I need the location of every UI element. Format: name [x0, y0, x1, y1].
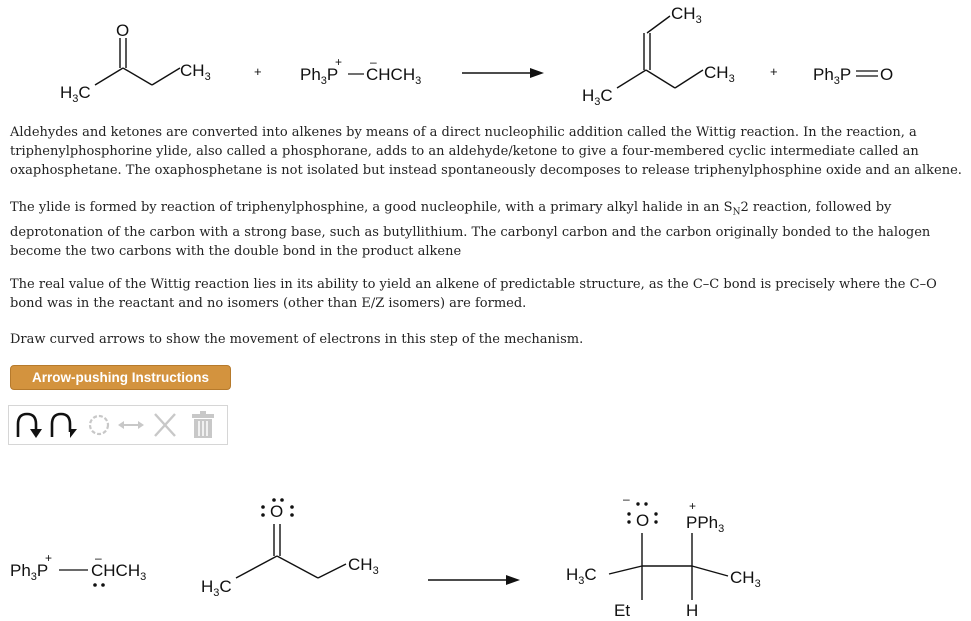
drawing-toolbar [8, 405, 228, 445]
product-lone-pair-dot [654, 520, 657, 523]
product-lone-pair-dot [627, 520, 630, 523]
ylide-carbanion: $CHCH_3$ [366, 65, 422, 87]
ketone-oxygen: O [116, 21, 130, 40]
ylide-p-charge: + [335, 55, 343, 69]
oxide-oxygen: O [880, 65, 894, 84]
ketone-methyl-left: $H_3C$ [60, 83, 91, 105]
alkene-methyl-top: $CH_3$ [671, 4, 702, 26]
single-arrow-icon[interactable] [13, 410, 45, 440]
mechanism-ylide [10, 551, 146, 587]
alkene-product [582, 4, 735, 108]
mech-ylide-carbanion: $CHCH_3$ [91, 561, 147, 583]
product-o-charge: – [623, 492, 630, 506]
alkene-methyl-right: $CH_3$ [704, 63, 735, 85]
lasso-icon[interactable] [83, 410, 115, 440]
product-pph3: PPh$_3$ [686, 513, 725, 535]
top-reaction-arrow [462, 68, 544, 78]
carbanion-lone-pair-dot [93, 583, 97, 587]
phosphine-oxide-product [813, 65, 893, 87]
oxygen-lone-pair-dot [290, 505, 294, 509]
ketone-reactant [60, 21, 211, 105]
mechanism-drawing-area[interactable] [0, 470, 971, 620]
product-ethyl: Et [614, 601, 631, 620]
oxygen-lone-pair-dot [272, 498, 276, 502]
mechanism-ketone [201, 498, 379, 599]
p2-subscript: N [732, 207, 741, 218]
mech-ketone-methyl-left: $H_3C$ [201, 577, 232, 599]
mech-ylide-formula: $Ph_3P$ [10, 561, 49, 583]
product-lone-pair-dot [644, 502, 647, 505]
product-lone-pair-dot [654, 512, 657, 515]
product-methyl-left: $H_3C$ [566, 565, 597, 587]
intro-paragraph: Aldehydes and ketones are converted into alkenes by means of a direct nucleophilic addition called the Wittig reaction. In the reaction, a triphenylphosphorine ylide, also called a phosphorane, adds to an aldehyde/ketone to give a four-membered cyclic intermediate called an oxaphosphetane. The oxaphosphetane is not isolated but instead spontaneously decomposes to release triphenylphosphine oxide and an alkene. [10, 125, 962, 178]
carbanion-lone-pair-dot [101, 583, 105, 587]
mech-ketone-oxygen: O [270, 502, 284, 521]
mech-ylide-p-charge: + [45, 551, 53, 565]
ketone-methyl-right: $CH_3$ [180, 61, 211, 83]
plus-sign-2: + [770, 64, 778, 79]
oxygen-lone-pair-dot [290, 513, 294, 517]
mech-ketone-methyl-right: $CH_3$ [348, 555, 379, 577]
mechanism-reaction-arrow [428, 575, 520, 585]
instruction-text: Draw curved arrows to show the movement of electrons in this step of the mechanism. [10, 332, 584, 347]
alkene-methyl-left: $H_3C$ [582, 86, 613, 108]
oxygen-lone-pair-dot [261, 505, 265, 509]
mechanism-product [566, 492, 761, 620]
trash-icon[interactable] [187, 410, 219, 440]
product-lone-pair-dot [636, 502, 639, 505]
product-hydrogen: H [686, 601, 699, 620]
ylide-c-charge: – [370, 55, 377, 69]
arrow-pushing-instructions-button[interactable]: Arrow-pushing Instructions [10, 365, 231, 390]
product-methyl-right: $CH_3$ [730, 568, 761, 590]
oxygen-lone-pair-dot [261, 513, 265, 517]
oxygen-lone-pair-dot [280, 498, 284, 502]
plus-sign-1: + [254, 64, 262, 79]
value-paragraph: The real value of the Wittig reaction lies in its ability to yield an alkene of predictable structure, as the C–C bond is precisely where the C–O bond was in the reactant and no isomers (other than E/Z isomers) are formed. [10, 277, 937, 311]
top-reaction-scheme [0, 0, 971, 120]
p2-text-b: 2 reaction, followed by deprotonation of the carbon with a strong base, such as butyllithium. The carbonyl carbon and the carbon originally bonded to the halogen become the two carbons with the double bond in the product alkene [10, 200, 931, 259]
oxide-formula: $Ph_3P$ [813, 65, 852, 87]
ylide-reactant [300, 55, 421, 87]
product-p-charge: + [689, 499, 697, 513]
product-oxygen: O [636, 511, 650, 530]
ylide-formula: $Ph_3P$ [300, 65, 339, 87]
mech-ylide-c-charge: – [95, 551, 102, 565]
p2-text-a: The ylide is formed by reaction of triphenylphosphine, a good nucleophile, with a primary alkyl halide in an S [10, 200, 733, 215]
move-icon[interactable] [115, 410, 147, 440]
double-arrow-icon[interactable] [47, 410, 79, 440]
product-lone-pair-dot [627, 512, 630, 515]
ylide-formation-paragraph [10, 198, 965, 261]
delete-icon[interactable] [149, 410, 181, 440]
